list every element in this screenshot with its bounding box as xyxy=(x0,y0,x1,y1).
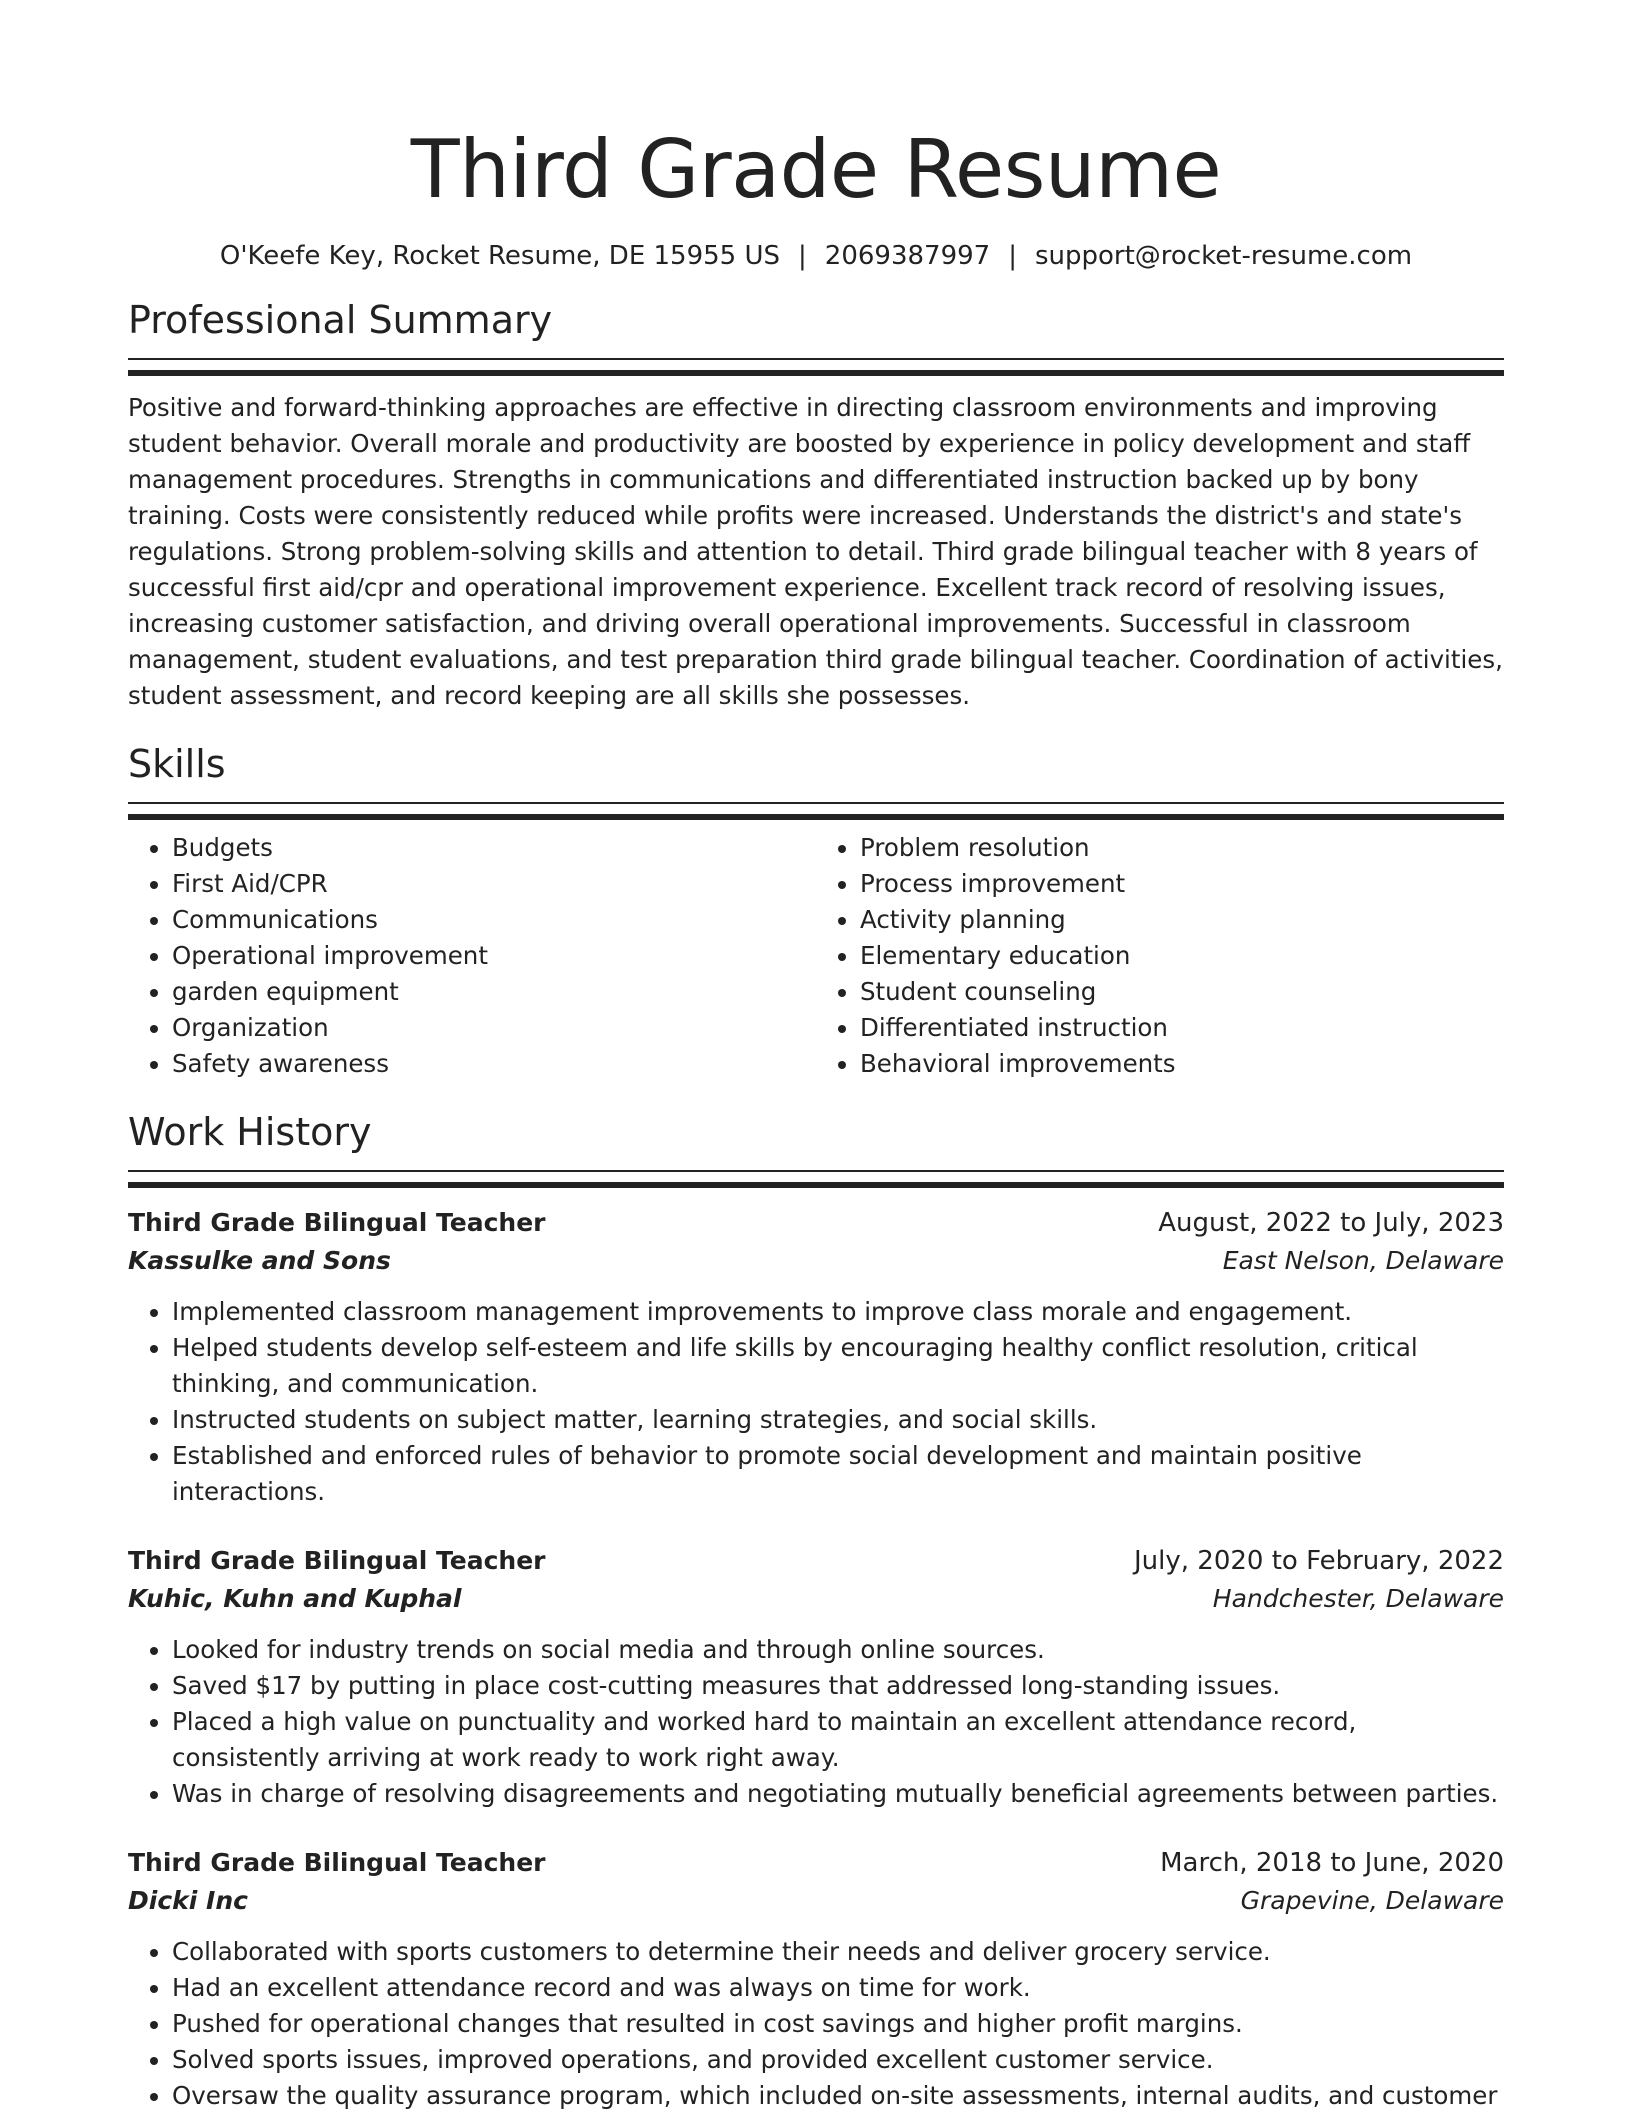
job-title: Third Grade Bilingual Teacher xyxy=(128,1208,546,1237)
skills-columns xyxy=(128,830,1504,1082)
skill-item: • Student counseling xyxy=(860,974,1504,1010)
job-location: Handchester, Delaware xyxy=(1212,1584,1504,1613)
contact-separator: | xyxy=(798,241,807,271)
job-bullet: • Had an excellent attendance record and was always on time for work. xyxy=(172,1970,1504,2006)
skills-column-left xyxy=(128,830,816,1082)
skill-item: • garden equipment xyxy=(172,974,816,1010)
skill-item: • Problem resolution xyxy=(860,830,1504,866)
job-bullets xyxy=(128,1632,1504,1812)
skills-list-left xyxy=(128,830,816,1082)
job-bullet: • Was in charge of resolving disagreements and negotiating mutually beneficial agreements between parties. xyxy=(172,1776,1504,1812)
job-bullet: • Pushed for operational changes that resulted in cost savings and higher profit margins. xyxy=(172,2006,1504,2042)
resume-name: Third Grade Resume xyxy=(410,123,1222,216)
job-bullets xyxy=(128,1934,1504,2114)
job-bullet: • Placed a high value on punctuality and worked hard to maintain an excellent attendance record, consistently arriving at work ready to work right away. xyxy=(172,1704,1504,1776)
job-bullet: • Saved $17 by putting in place cost-cutting measures that addressed long-standing issues. xyxy=(172,1668,1504,1704)
work-history-section xyxy=(128,1108,1504,2114)
job-bullet: • Implemented classroom management improvements to improve class morale and engagement. xyxy=(172,1294,1504,1330)
section-divider xyxy=(128,802,1504,820)
contact-separator: | xyxy=(1008,241,1017,271)
job-dates: July, 2020 to February, 2022 xyxy=(1134,1546,1504,1576)
summary-section xyxy=(128,296,1504,714)
skill-item: • Operational improvement xyxy=(172,938,816,974)
skill-item: • Differentiated instruction xyxy=(860,1010,1504,1046)
section-title-work-history: Work History xyxy=(128,1110,372,1154)
job-company: Kuhic, Kuhn and Kuphal xyxy=(128,1584,462,1613)
job-company: Kassulke and Sons xyxy=(128,1246,391,1275)
job-entry xyxy=(128,1204,1504,1510)
job-bullet: • Collaborated with sports customers to determine their needs and deliver grocery service. xyxy=(172,1934,1504,1970)
skill-item: • Safety awareness xyxy=(172,1046,816,1082)
skills-column-right xyxy=(816,830,1504,1082)
skill-item: • Activity planning xyxy=(860,902,1504,938)
job-company-row xyxy=(128,1882,1504,1920)
skills-list-right xyxy=(816,830,1504,1082)
skill-item: • Elementary education xyxy=(860,938,1504,974)
job-bullet: • Established and enforced rules of behavior to promote social development and maintain positive interactions. xyxy=(172,1438,1504,1510)
job-title: Third Grade Bilingual Teacher xyxy=(128,1848,546,1877)
job-entry xyxy=(128,1542,1504,1812)
job-header-row xyxy=(128,1204,1504,1242)
resume-page xyxy=(128,0,1504,2114)
job-location: East Nelson, Delaware xyxy=(1222,1246,1504,1275)
job-bullet: • Oversaw the quality assurance program, which included on-site assessments, internal audits, and customer xyxy=(172,2078,1504,2114)
skill-item: • Behavioral improvements xyxy=(860,1046,1504,1082)
job-company-row xyxy=(128,1242,1504,1280)
job-title: Third Grade Bilingual Teacher xyxy=(128,1546,546,1575)
summary-text: Positive and forward-thinking approaches are effective in directing classroom environments and improving student behavior. Overall morale and productivity are boosted by experience in policy development and staff management procedures. Strengths in communications and differentiated instruction backed up by bony training. Costs were consistently reduced while profits were increased. Understands the district's and state's regulations. Strong problem-solving skills and attention to detail. Third grade bilingual teacher with 8 years of successful first aid/cpr and operational improvement experience. Excellent track record of resolving issues, increasing customer satisfaction, and driving overall operational improvements. Successful in classroom management, student evaluations, and test preparation third grade bilingual teacher. Coordination of activities, student assessment, and record keeping are all skills she possesses. xyxy=(128,393,1503,710)
section-divider xyxy=(128,1170,1504,1188)
job-header-row xyxy=(128,1542,1504,1580)
section-title-skills: Skills xyxy=(128,742,226,786)
contact-email: support@rocket-resume.com xyxy=(1034,241,1413,271)
skill-item: • Communications xyxy=(172,902,816,938)
job-location: Grapevine, Delaware xyxy=(1240,1886,1504,1915)
job-bullets xyxy=(128,1294,1504,1510)
skills-section xyxy=(128,740,1504,1082)
job-dates: August, 2022 to July, 2023 xyxy=(1158,1208,1504,1238)
job-header-row xyxy=(128,1844,1504,1882)
skill-item: • First Aid/CPR xyxy=(172,866,816,902)
skill-item: • Budgets xyxy=(172,830,816,866)
skill-item: • Process improvement xyxy=(860,866,1504,902)
job-bullet: • Looked for industry trends on social media and through online sources. xyxy=(172,1632,1504,1668)
job-bullet: • Instructed students on subject matter, learning strategies, and social skills. xyxy=(172,1402,1504,1438)
job-bullet: • Helped students develop self-esteem and life skills by encouraging healthy conflict resolution, critical thinking, and communication. xyxy=(172,1330,1504,1402)
section-title-summary: Professional Summary xyxy=(128,298,553,342)
job-entry xyxy=(128,1844,1504,2114)
skill-item: • Organization xyxy=(172,1010,816,1046)
job-dates: March, 2018 to June, 2020 xyxy=(1160,1848,1504,1878)
job-company-row xyxy=(128,1580,1504,1618)
contact-phone: 2069387997 xyxy=(824,241,991,271)
contact-line xyxy=(128,238,1504,274)
section-divider xyxy=(128,358,1504,376)
job-company: Dicki Inc xyxy=(128,1886,248,1915)
job-bullet: • Solved sports issues, improved operations, and provided excellent customer service. xyxy=(172,2042,1504,2078)
contact-address: O'Keefe Key, Rocket Resume, DE 15955 US xyxy=(219,241,781,271)
